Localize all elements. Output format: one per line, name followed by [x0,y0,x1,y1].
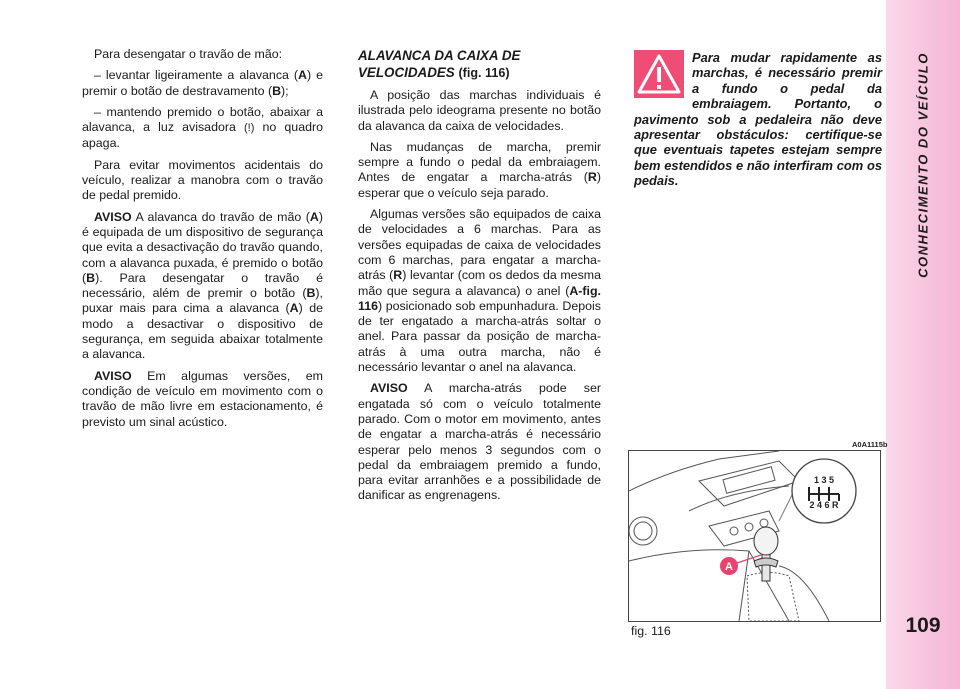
column-middle [358,47,601,510]
text: Nas mudanças de marcha, premir sempre a fundo o pedal da embraiagem. Antes de engatar a marcha-atrás ( [358,139,601,185]
paragraph [358,207,601,375]
text: – mantendo premido o botão, abaixar a alavanca, a luz avisadora [82,104,323,135]
text: Para desengatar o travão de mão: [94,47,283,61]
ref-letter: R [393,268,403,283]
paragraph [358,88,601,134]
ref-letter: A [309,209,319,224]
text: ) levantar (com os dedos da mesma mão que segura a alavanca) o anel ( [358,268,601,298]
text: no quadro apaga. [82,120,323,151]
text: ) é equipada de um dispositivo de segurança que evita a desactivação do travão quando, com a alavanca puxada, é premido o botão ( [82,209,323,285]
heading-text: ALAVANCA DA CAIXA DE VELOCIDADES [358,48,521,80]
ref-letter: B [86,270,96,285]
notice-label: AVISO [94,368,132,383]
label-a: A [725,561,733,573]
paragraph [358,140,601,201]
text: ) posicionado sob empunhadura. Depois de ter engatado a marcha-atrás soltar o anel. Para passar da posição de marcha-atrás à uma outra marcha, não é necessário levantar o anel na alavanca. [358,298,601,375]
text: ), puxar mais para cima a alavanca ( [82,286,323,316]
gear-pattern-top: 1 3 5 [813,475,835,485]
text: ) de modo a desactivar o dispositivo de segurança, em seguida abaixar totalmente a alavanca. [82,301,324,362]
paragraph [82,158,323,204]
figure-reference: A-fig. 116 [358,283,601,313]
text: ) esperar que o veículo seja parado. [358,170,601,200]
warning-box [634,50,882,189]
section-title [897,30,949,300]
paragraph [82,47,323,62]
figure-reference: (fig. 116) [458,66,510,80]
text: ) e premir o botão de destravamento ( [82,68,323,98]
figure-caption: fig. 116 [631,624,671,638]
paragraph [82,369,323,430]
warning-triangle-icon [634,50,684,98]
ref-letter: R [587,170,597,185]
warning-text: Para mudar rapidamente as marchas, é necessário premir a fundo o pedal da embraiagem. Portanto, o pavimento sob a pedaleira não deve apresentar obstáculos: certifique-se que eventuais tapetes estejam sempre bem estendidos e não interfiram com os pedais. [634,50,882,189]
gear-lever-illustration [628,450,881,622]
brake-warning-icon: (!) [244,122,255,135]
text: Em algumas versões, em condição de veículo em movimento com o travão de mão livre em estacionamento, é previsto um sinal acústico. [82,368,323,429]
ref-letter: B [306,286,316,301]
text: Para evitar movimentos acidentais do veículo, realizar a manobra com o travão de pedal premido. [82,157,323,203]
notice-label: AVISO [94,209,132,224]
column-left [82,47,323,436]
notice-label: AVISO [370,381,408,396]
gear-pattern-bottom: 2 4 6 R [809,500,839,510]
paragraph [358,381,601,503]
paragraph [82,210,323,363]
text: A posição das marchas individuais é ilustrada pelo ideograma presente no botão da alavanca da caixa de velocidades. [358,88,601,133]
page-number: 109 [905,614,941,637]
text: ); [281,83,289,98]
figure-code: A0A1115b [852,440,888,449]
paragraph [82,68,323,99]
ref-letter: A [289,301,299,316]
ref-letter: A [298,68,307,83]
text: A alavanca do travão de mão ( [131,209,310,224]
paragraph [82,105,323,152]
section-title-text: CONHECIMENTO DO VEÍCULO [915,52,931,278]
text: A marcha-atrás pode ser engatada só com o veículo totalmente parado. Com o motor em movimento, antes de engatar a marcha-atrás é necessário esperar pelo menos 3 segundos com o pedal da embraiagem premido a fundo, para evitar arranhões e a possibilidade de danificar as engrenagens. [358,381,601,503]
text: ). Para desengatar o travão é necessário, além de premir o botão ( [82,270,323,301]
text: – levantar ligeiramente a alavanca ( [94,68,299,83]
ref-letter: B [272,83,282,98]
text: Algumas versões são equipados de caixa de velocidades a 6 marchas. Para as versões equipadas de caixa de velocidades com 6 marchas, para engatar a marcha-atrás ( [358,207,601,283]
section-heading [358,47,601,82]
